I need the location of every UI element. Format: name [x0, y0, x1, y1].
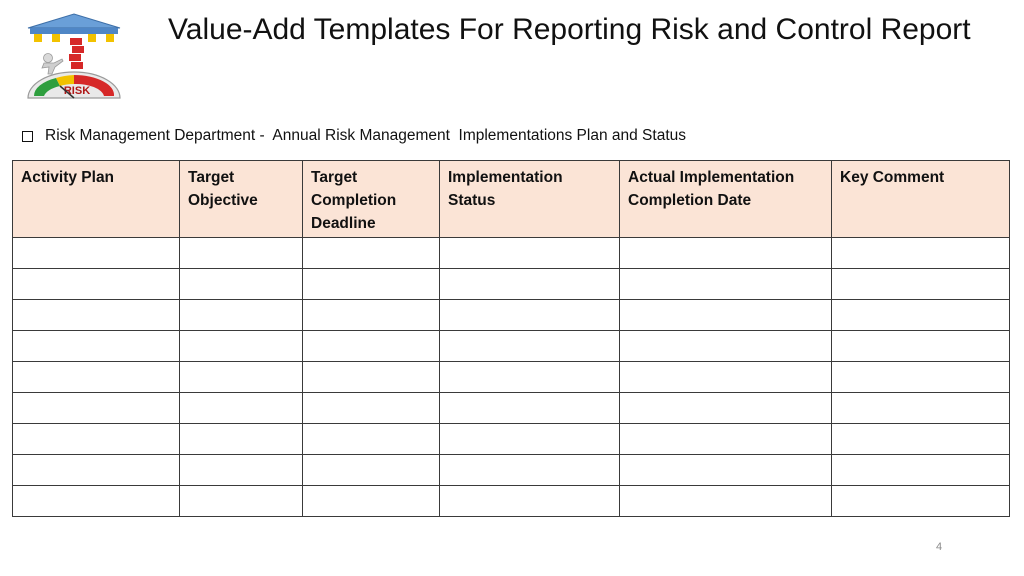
- table-cell[interactable]: [180, 362, 303, 393]
- table-cell[interactable]: [620, 269, 832, 300]
- table-cell[interactable]: [303, 300, 440, 331]
- implementation-plan-table: [12, 160, 1010, 517]
- table-row: [13, 331, 1010, 362]
- table-cell[interactable]: [440, 238, 620, 269]
- table-cell[interactable]: [440, 362, 620, 393]
- table-cell[interactable]: [832, 455, 1010, 486]
- table-cell[interactable]: [303, 455, 440, 486]
- table-cell[interactable]: [832, 362, 1010, 393]
- table-cell[interactable]: [620, 486, 832, 517]
- table-cell[interactable]: [832, 424, 1010, 455]
- header-activity-plan: Activity Plan: [13, 161, 180, 238]
- table-cell[interactable]: [303, 424, 440, 455]
- table-cell[interactable]: [13, 362, 180, 393]
- header-key-comment: Key Comment: [832, 161, 1010, 238]
- header-implementation-status: Implementation Status: [440, 161, 620, 238]
- table-cell[interactable]: [13, 331, 180, 362]
- table-cell[interactable]: [440, 300, 620, 331]
- table-cell[interactable]: [832, 393, 1010, 424]
- table-cell[interactable]: [180, 331, 303, 362]
- table-cell[interactable]: [303, 269, 440, 300]
- page-number: 4: [936, 541, 943, 553]
- risk-gauge-logo-icon: [22, 12, 126, 102]
- table-cell[interactable]: [303, 486, 440, 517]
- table-cell[interactable]: [620, 300, 832, 331]
- subtitle-text: Risk Management Department - Annual Risk Management Implementations Plan and Status: [45, 127, 686, 144]
- table-row: [13, 362, 1010, 393]
- table-row: [13, 424, 1010, 455]
- table-cell[interactable]: [832, 238, 1010, 269]
- header-target-completion-deadline: Target Completion Deadline: [303, 161, 440, 238]
- logo-text: RISK: [63, 85, 91, 97]
- table-cell[interactable]: [303, 331, 440, 362]
- table-row: [13, 393, 1010, 424]
- table-cell[interactable]: [620, 331, 832, 362]
- table-cell[interactable]: [620, 362, 832, 393]
- table-body: [13, 238, 1010, 517]
- table-row: [13, 300, 1010, 331]
- table-row: [13, 486, 1010, 517]
- table-cell[interactable]: [620, 455, 832, 486]
- table-cell[interactable]: [303, 238, 440, 269]
- table-cell[interactable]: [832, 331, 1010, 362]
- table-cell[interactable]: [303, 393, 440, 424]
- table-cell[interactable]: [13, 486, 180, 517]
- table-cell[interactable]: [620, 393, 832, 424]
- table-cell[interactable]: [620, 238, 832, 269]
- table-cell[interactable]: [180, 424, 303, 455]
- header-target-objective: Target Objective: [180, 161, 303, 238]
- table-cell[interactable]: [832, 269, 1010, 300]
- table-cell[interactable]: [180, 486, 303, 517]
- checkbox-bullet-icon: [22, 131, 33, 142]
- page-title: Value-Add Templates For Reporting Risk and Control Report: [168, 13, 971, 46]
- table-cell[interactable]: [180, 300, 303, 331]
- table-row: [13, 269, 1010, 300]
- table-cell[interactable]: [620, 424, 832, 455]
- table-cell[interactable]: [440, 331, 620, 362]
- table-cell[interactable]: [180, 393, 303, 424]
- table-cell[interactable]: [440, 393, 620, 424]
- table-row: [13, 455, 1010, 486]
- table-cell[interactable]: [832, 486, 1010, 517]
- table-cell[interactable]: [13, 269, 180, 300]
- header-actual-completion-date: Actual Implementation Completion Date: [620, 161, 832, 238]
- table-cell[interactable]: [13, 424, 180, 455]
- table-cell[interactable]: [13, 300, 180, 331]
- table-cell[interactable]: [13, 455, 180, 486]
- table-cell[interactable]: [180, 238, 303, 269]
- table-cell[interactable]: [440, 455, 620, 486]
- table-cell[interactable]: [440, 269, 620, 300]
- table-cell[interactable]: [180, 269, 303, 300]
- table-cell[interactable]: [180, 455, 303, 486]
- table-cell[interactable]: [440, 486, 620, 517]
- table-cell[interactable]: [303, 362, 440, 393]
- table-row: [13, 238, 1010, 269]
- section-subtitle: [22, 126, 686, 146]
- table-cell[interactable]: [440, 424, 620, 455]
- table-cell[interactable]: [13, 393, 180, 424]
- table-header-row: [13, 161, 1010, 238]
- table-cell[interactable]: [13, 238, 180, 269]
- table-cell[interactable]: [832, 300, 1010, 331]
